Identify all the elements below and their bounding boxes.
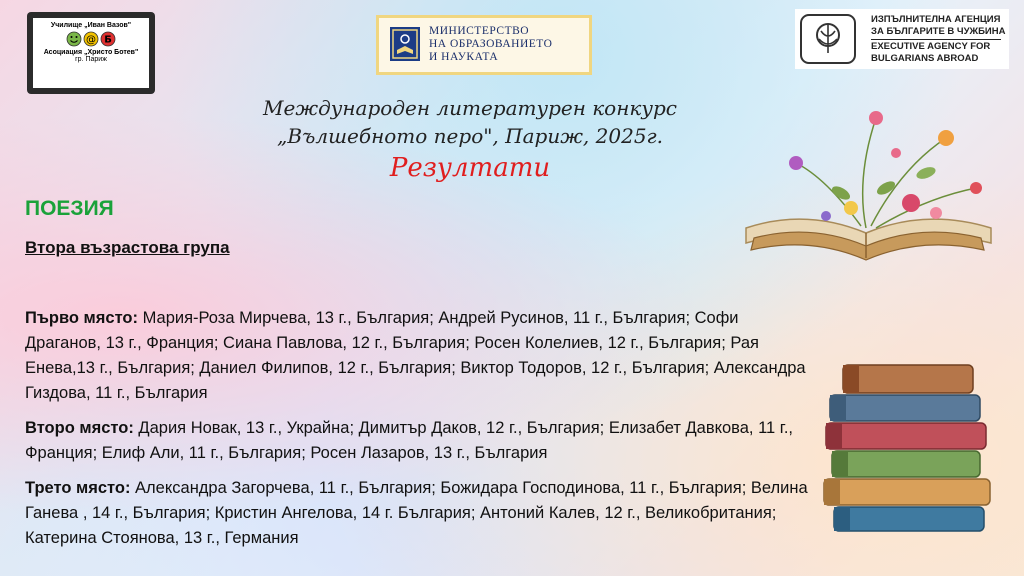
ministry-line3: И НАУКАТА [429, 51, 499, 63]
school-logo [27, 12, 155, 94]
b-letter-icon [101, 32, 115, 46]
agency-line4: BULGARIANS ABROAD [871, 53, 979, 64]
title-line1: Международен литературен конкурс [263, 96, 677, 120]
agency-line2: ЗА БЪЛГАРИТЕ В ЧУЖБИНА [871, 26, 1006, 37]
flower-book-illustration [726, 78, 1016, 273]
result-third [25, 476, 815, 551]
ministry-emblem-icon [389, 26, 421, 67]
title-results: Резултати [389, 153, 551, 183]
result-text: Дария Новак, 13 г., Украйна; Димитър Даков, 12 г., България; Елизабет Давкова, 11 г., Франция; Елиф Али, 11 г., България; Росен Лазаров, 13 г., България [25, 419, 793, 462]
svg-text:@: @ [86, 34, 96, 46]
agency-emblem-icon [797, 13, 859, 70]
title-line2: „Вълшебното перо", Париж, 2025г. [276, 124, 664, 148]
result-label: Второ място: [25, 419, 134, 437]
svg-text:Б: Б [104, 34, 112, 46]
ministry-line2: НА ОБРАЗОВАНИЕТО [429, 38, 553, 50]
result-label: Трето място: [25, 479, 131, 497]
group-heading: Втора възрастова група [25, 238, 230, 257]
section-heading: ПОЕЗИЯ [25, 197, 114, 220]
agency-logo [795, 9, 1009, 69]
agency-line1: ИЗПЪЛНИТЕЛНА АГЕНЦИЯ [871, 14, 1001, 25]
results-list [25, 306, 815, 561]
school-logo-icons [33, 31, 149, 47]
page-title [210, 94, 730, 186]
smiley-icon [67, 32, 81, 46]
result-text: Мария-Роза Мирчева, 13 г., България; Андрей Русинов, 11 г., България; Софи Драганов, 13 г., Франция; Сиана Павлова, 12 г., България; Росен Колелиев, 12 г., България; Рая Енева,13 г., България; Даниел Филипов, 12 г., България; Виктор Тодоров, 12 г., България; Александра Гиздова, 11 г., България [25, 309, 806, 402]
book-stack-illustration [818, 355, 998, 540]
result-label: Първо място: [25, 309, 139, 327]
school-logo-line4: гр. Париж [75, 56, 107, 63]
result-text: Александра Загорчева, 11 г., България; Божидара Господинова, 11 г., България; Велина Ганева , 14 г., България; Кристин Ангелова, 14 г. България; Антоний Калев, 12 г., Великобритания; Катерина Стоянова, 13 г., Германия [25, 479, 808, 547]
result-second [25, 416, 815, 466]
ministry-logo [376, 15, 592, 75]
result-first [25, 306, 815, 406]
school-logo-line1: Училище „Иван Вазов" [50, 22, 132, 29]
ministry-line1: МИНИСТЕРСТВО [429, 25, 530, 37]
agency-divider [871, 39, 1001, 40]
at-icon [84, 32, 98, 46]
school-logo-line3: Асоциация „Христо Ботев" [43, 49, 139, 56]
agency-line3: EXECUTIVE AGENCY FOR [871, 41, 991, 52]
